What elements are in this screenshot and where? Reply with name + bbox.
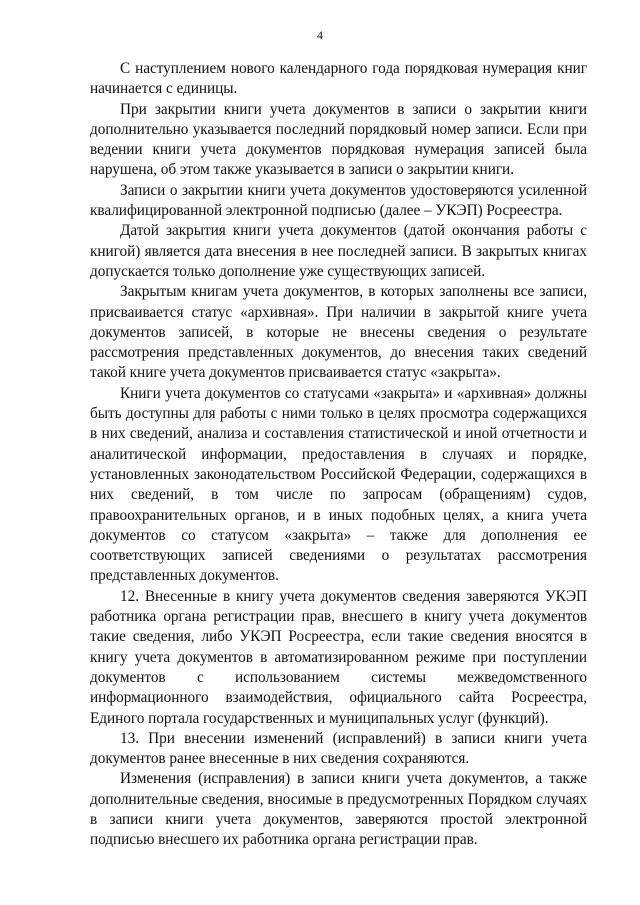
paragraph-section-12: 12. Внесенные в книгу учета документов сведения заверяются УКЭП работника органа регистрации прав, внесшего в книгу учета документов такие сведения, либо УКЭП Росреестра, если такие сведения вносятся в книгу учета документов в автоматизированном режиме при поступлении документов с использованием системы межведомственного информационного взаимодействия, официального сайта Росреестра, Единого портала государственных и муниципальных услуг (функций).	[90, 587, 587, 727]
paragraph-closing-date: Датой закрытия книги учета документов (датой окончания работы с книгой) является дата внесения в нее последней записи. В закрытых книгах допускается только дополнение уже существующих записей.	[90, 222, 587, 280]
paragraph-ukep-signature: Записи о закрытии книги учета документов удостоверяются усиленной квалифицированной электронной подписью (далее – УКЭП) Росреестра.	[90, 181, 587, 220]
paragraph-access-purposes: Книги учета документов со статусами «закрыта» и «архивная» должны быть доступны для работы с ними только в целях просмотра содержащихся в них сведений, анализа и составления статистической и иной отчетности и аналитической информации, предоставления в случаях и порядке, установленных законодательством Российской Федерации, содержащихся в них сведений, в том числе по запросам (обращениям) судов, правоохранительных органов, и в иных подобных целях, а книга учета документов со статусом «закрыта» – также для дополнения ее соответствующих записей сведениями о результатах рассмотрения представленных документов.	[90, 384, 587, 585]
document-body	[90, 59, 587, 851]
paragraph-closing-record: При закрытии книги учета документов в записи о закрытии книги дополнительно указывается последний порядковый номер записи. Если при ведении книги учета документов порядковая нумерация записей была нарушена, об этом также указывается в записи о закрытии книги.	[90, 100, 587, 179]
page-number: 4	[317, 28, 323, 42]
paragraph-corrections: Изменения (исправления) в записи книги учета документов, а также дополнительные сведения, вносимые в предусмотренных Порядком случаях в записи книги учета документов, заверяются простой электронной подписью внесшего их работника органа регистрации прав.	[90, 770, 587, 849]
paragraph-archive-status: Закрытым книгам учета документов, в которых заполнены все записи, присваивается статус «архивная». При наличии в закрытой книге учета документов записей, в которые не внесены сведения о результате рассмотрения представленных документов, до внесения таких сведений такой книге учета документов присваивается статус «закрыта».	[90, 283, 587, 382]
paragraph-numbering-reset: С наступлением нового календарного года порядковая нумерация книг начинается с единицы.	[90, 60, 587, 98]
paragraph-section-13: 13. При внесении изменений (исправлений) в записи книги учета документов ранее внесенные в них сведения сохраняются.	[90, 729, 587, 768]
